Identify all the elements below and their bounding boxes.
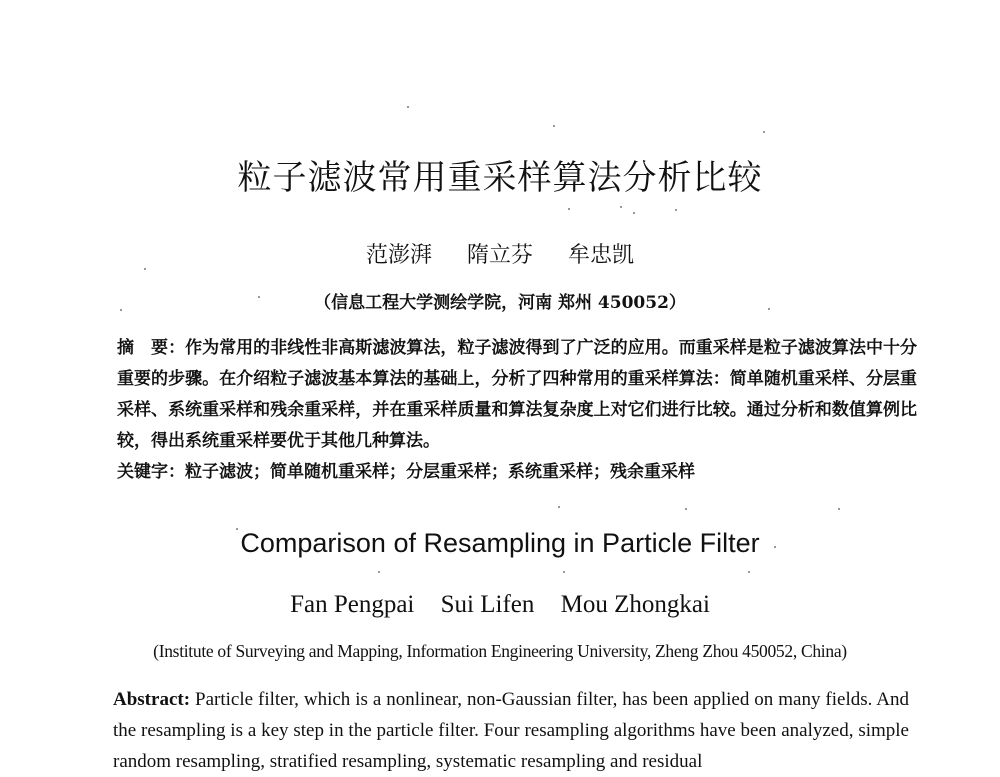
chinese-authors [0, 238, 1000, 269]
chinese-author: 牟忠凯 [568, 243, 635, 268]
english-author: Mou Zhongkai [560, 591, 710, 618]
english-author: Fan Pengpai [290, 591, 415, 618]
english-abstract-label: Abstract: [113, 689, 191, 710]
chinese-keywords-text: 粒子滤波；简单随机重采样；分层重采样；系统重采样；残余重采样 [185, 462, 695, 482]
scan-speck [838, 508, 840, 510]
chinese-abstract-text: 作为常用的非线性非高斯滤波算法，粒子滤波得到了广泛的应用。而重采样是粒子滤波算法中十分重要的步骤。在介绍粒子滤波基本算法的基础上，分析了四种常用的重采样算法：简单随机重采样、分层重采样、系统重采样和残余重采样，并在重采样质量和算法复杂度上对它们进行比较。通过分析和数值算例比较，得出系统重采样要优于其他几种算法。 [117, 338, 918, 451]
scan-speck [407, 106, 409, 108]
scan-speck [620, 206, 622, 208]
chinese-author: 隋立芬 [466, 243, 533, 268]
english-author: Sui Lifen [440, 591, 535, 618]
scan-speck [763, 131, 765, 133]
scan-speck [378, 571, 380, 573]
scan-speck [748, 571, 750, 573]
scan-speck [568, 208, 570, 210]
scan-speck [558, 506, 560, 508]
chinese-keywords-label: 关键字： [117, 462, 185, 482]
english-affiliation: (Institute of Surveying and Mapping, Information Engineering University, Zheng Zhou 450052, China) [153, 641, 847, 661]
chinese-title: 粒子滤波常用重采样算法分析比较 [237, 158, 763, 198]
scan-speck [563, 571, 565, 573]
english-title: Comparison of Resampling in Particle Filter [240, 528, 760, 558]
scan-speck [553, 125, 555, 127]
chinese-keywords [117, 457, 917, 488]
scan-speck [685, 508, 687, 510]
chinese-author: 范澎湃 [365, 243, 432, 268]
scan-speck [675, 209, 677, 211]
chinese-abstract-label: 摘 要： [117, 338, 186, 358]
english-authors [0, 591, 1000, 619]
english-abstract [113, 684, 909, 777]
chinese-abstract [117, 333, 917, 457]
english-abstract-text: Particle filter, which is a nonlinear, non-Gaussian filter, has been applied on many fields. And the resampling is a key step in the particle filter. Four resampling algorithms have been analyzed, simple random resampling, stratified resampling, systematic resampling and residual [113, 689, 909, 772]
scan-speck [633, 212, 635, 214]
chinese-affiliation: （信息工程大学测绘学院，河南 郑州 450052） [314, 293, 686, 313]
